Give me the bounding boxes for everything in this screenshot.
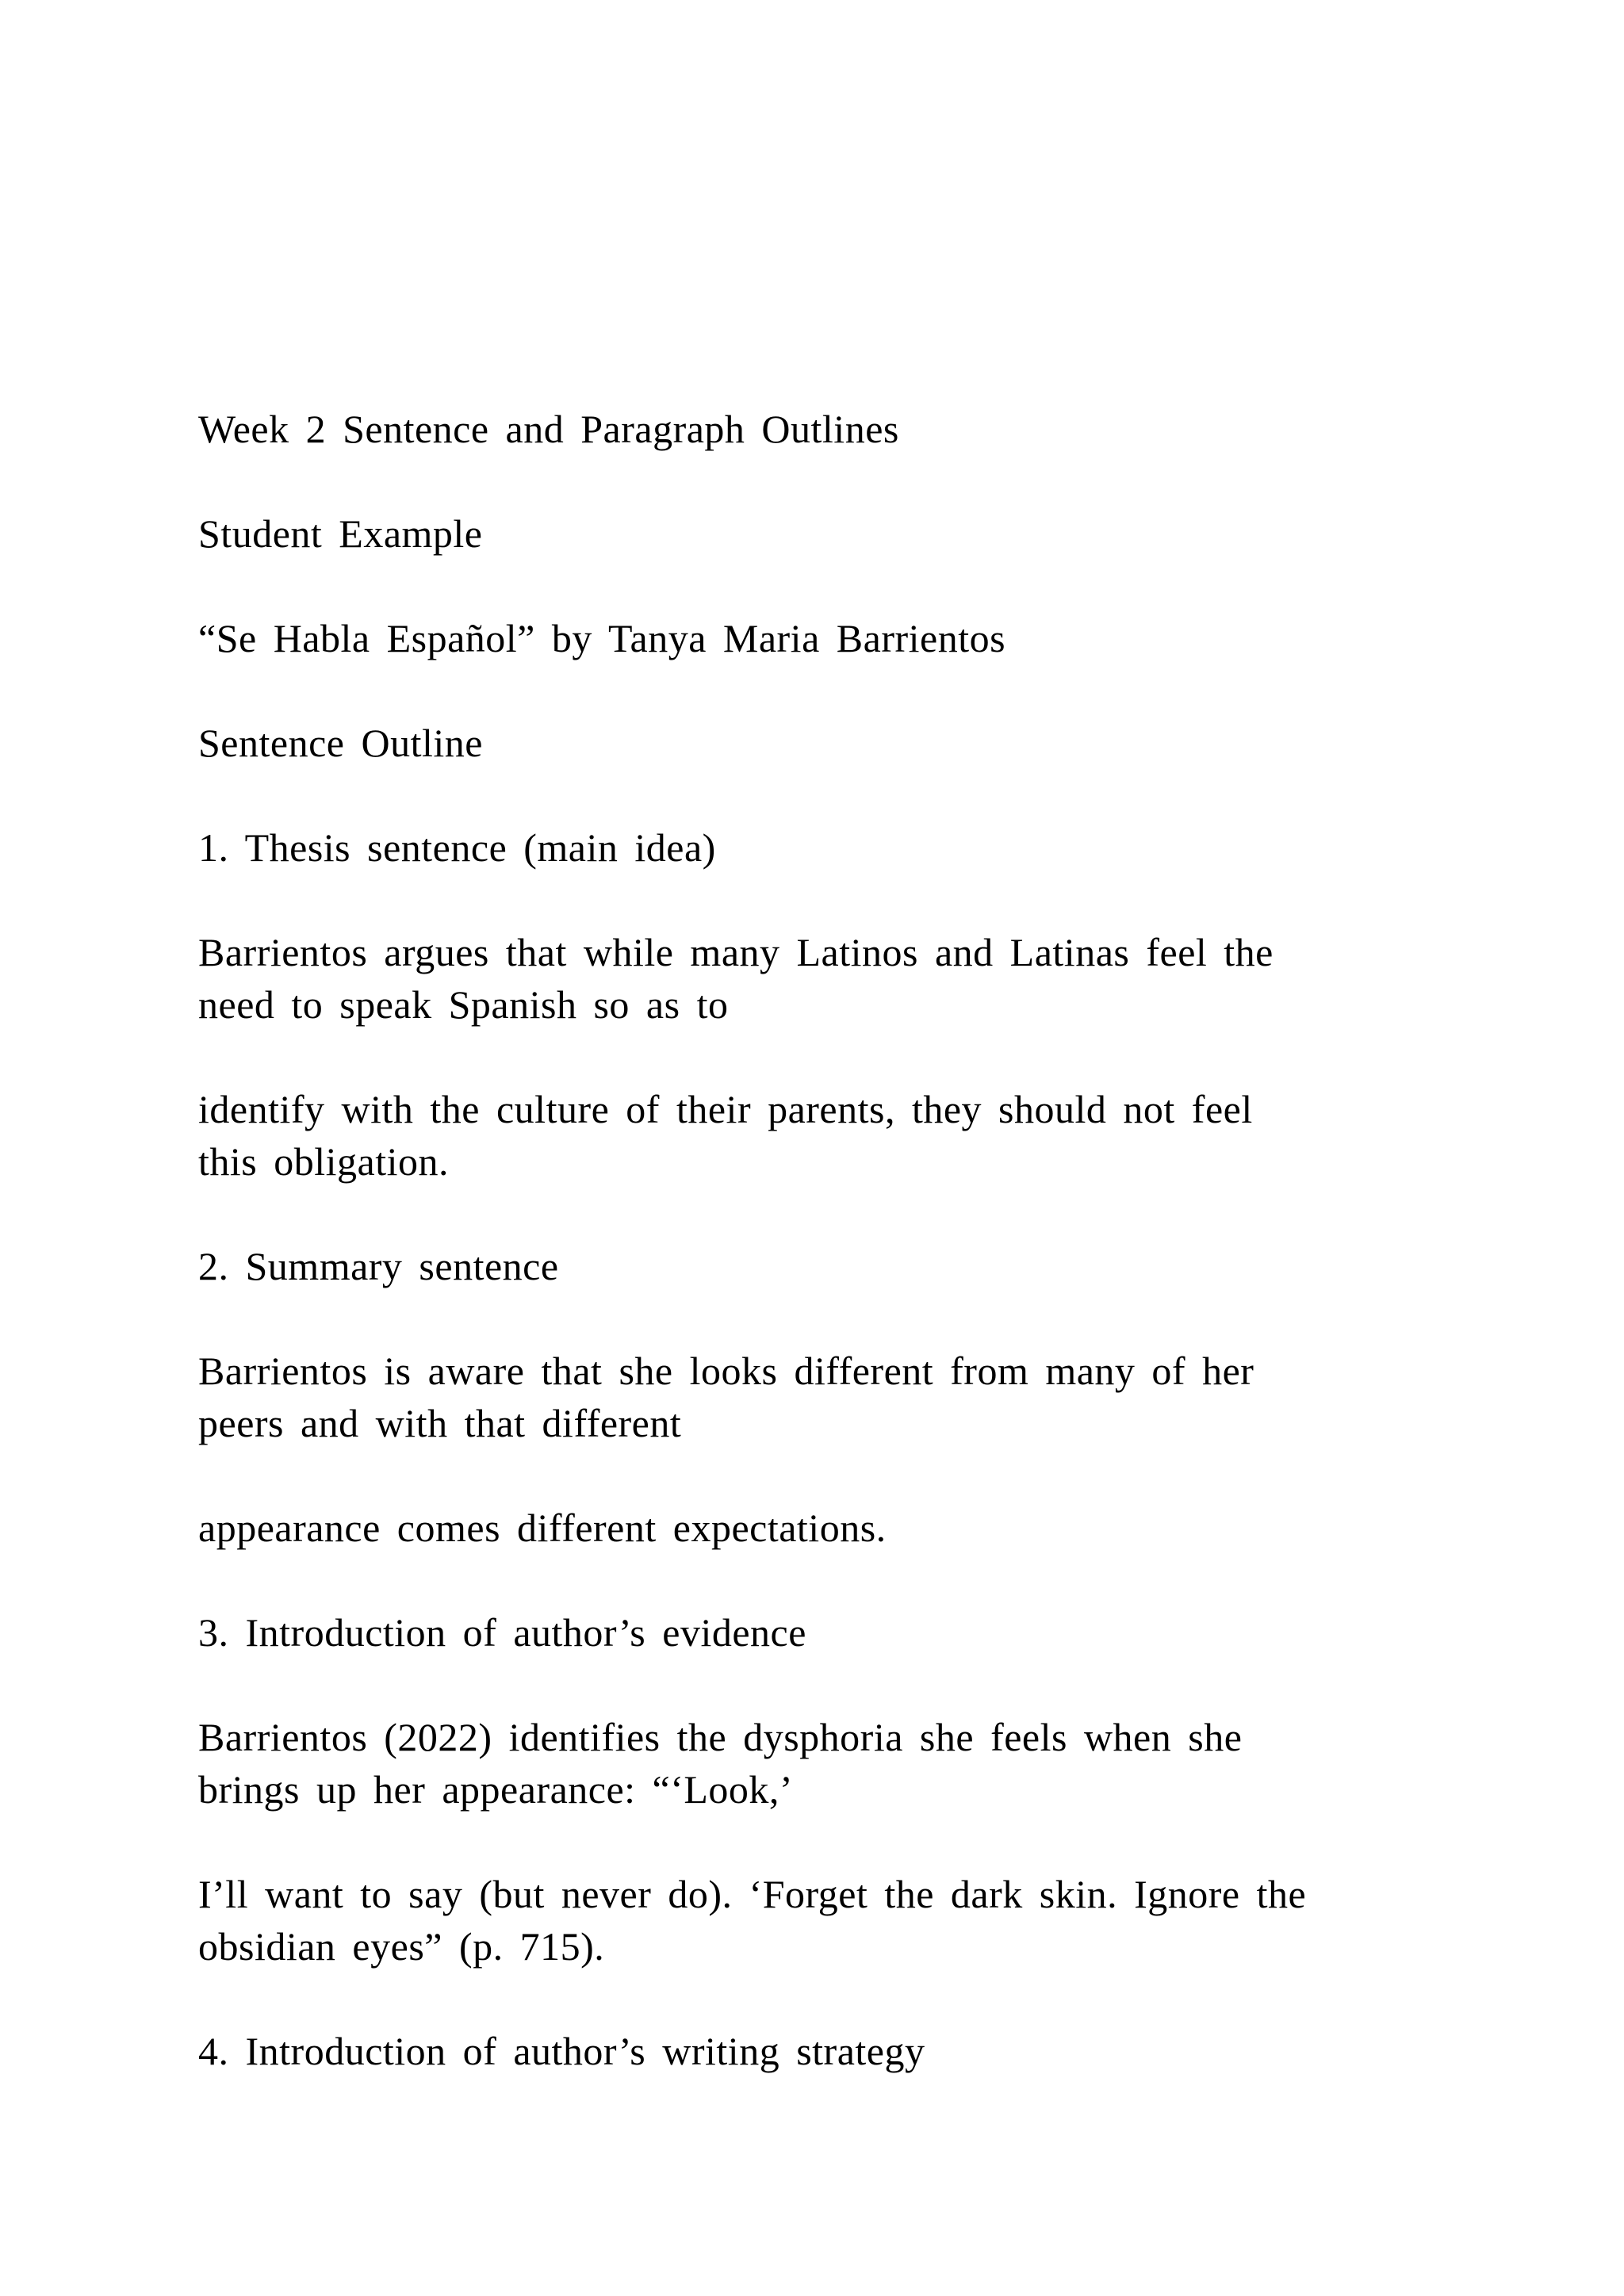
- item-1-text-1: Barrientos argues that while many Latinos and Latinas feel the need to speak Spanish so as to: [198, 930, 1274, 1027]
- item-2-text-1: Barrientos is aware that she looks different from many of her peers and with that different: [198, 1349, 1254, 1445]
- item-2-heading: 2. Summary sentence: [198, 1244, 559, 1288]
- item-4-heading: 4. Introduction of author’s writing strategy: [198, 2029, 925, 2073]
- section-heading: Sentence Outline: [198, 721, 483, 765]
- item-3-text-1: Barrientos (2022) identifies the dysphoria she feels when she brings up her appearance: “‘Look,’: [198, 1715, 1243, 1812]
- item-1-text-2: identify with the culture of their parents, they should not feel this obligation.: [198, 1087, 1253, 1184]
- item-1-heading: 1. Thesis sentence (main idea): [198, 825, 716, 870]
- document-title: Week 2 Sentence and Paragraph Outlines: [198, 407, 899, 451]
- item-2-text-2: appearance comes different expectations.: [198, 1506, 887, 1550]
- document-subtitle: Student Example: [198, 511, 483, 556]
- item-3-text-2: I’ll want to say (but never do). ‘Forget the dark skin. Ignore the obsidian eyes” (p. 715).: [198, 1872, 1307, 1969]
- item-3-heading: 3. Introduction of author’s evidence: [198, 1610, 806, 1655]
- document-source: “Se Habla Español” by Tanya Maria Barrientos: [198, 616, 1006, 660]
